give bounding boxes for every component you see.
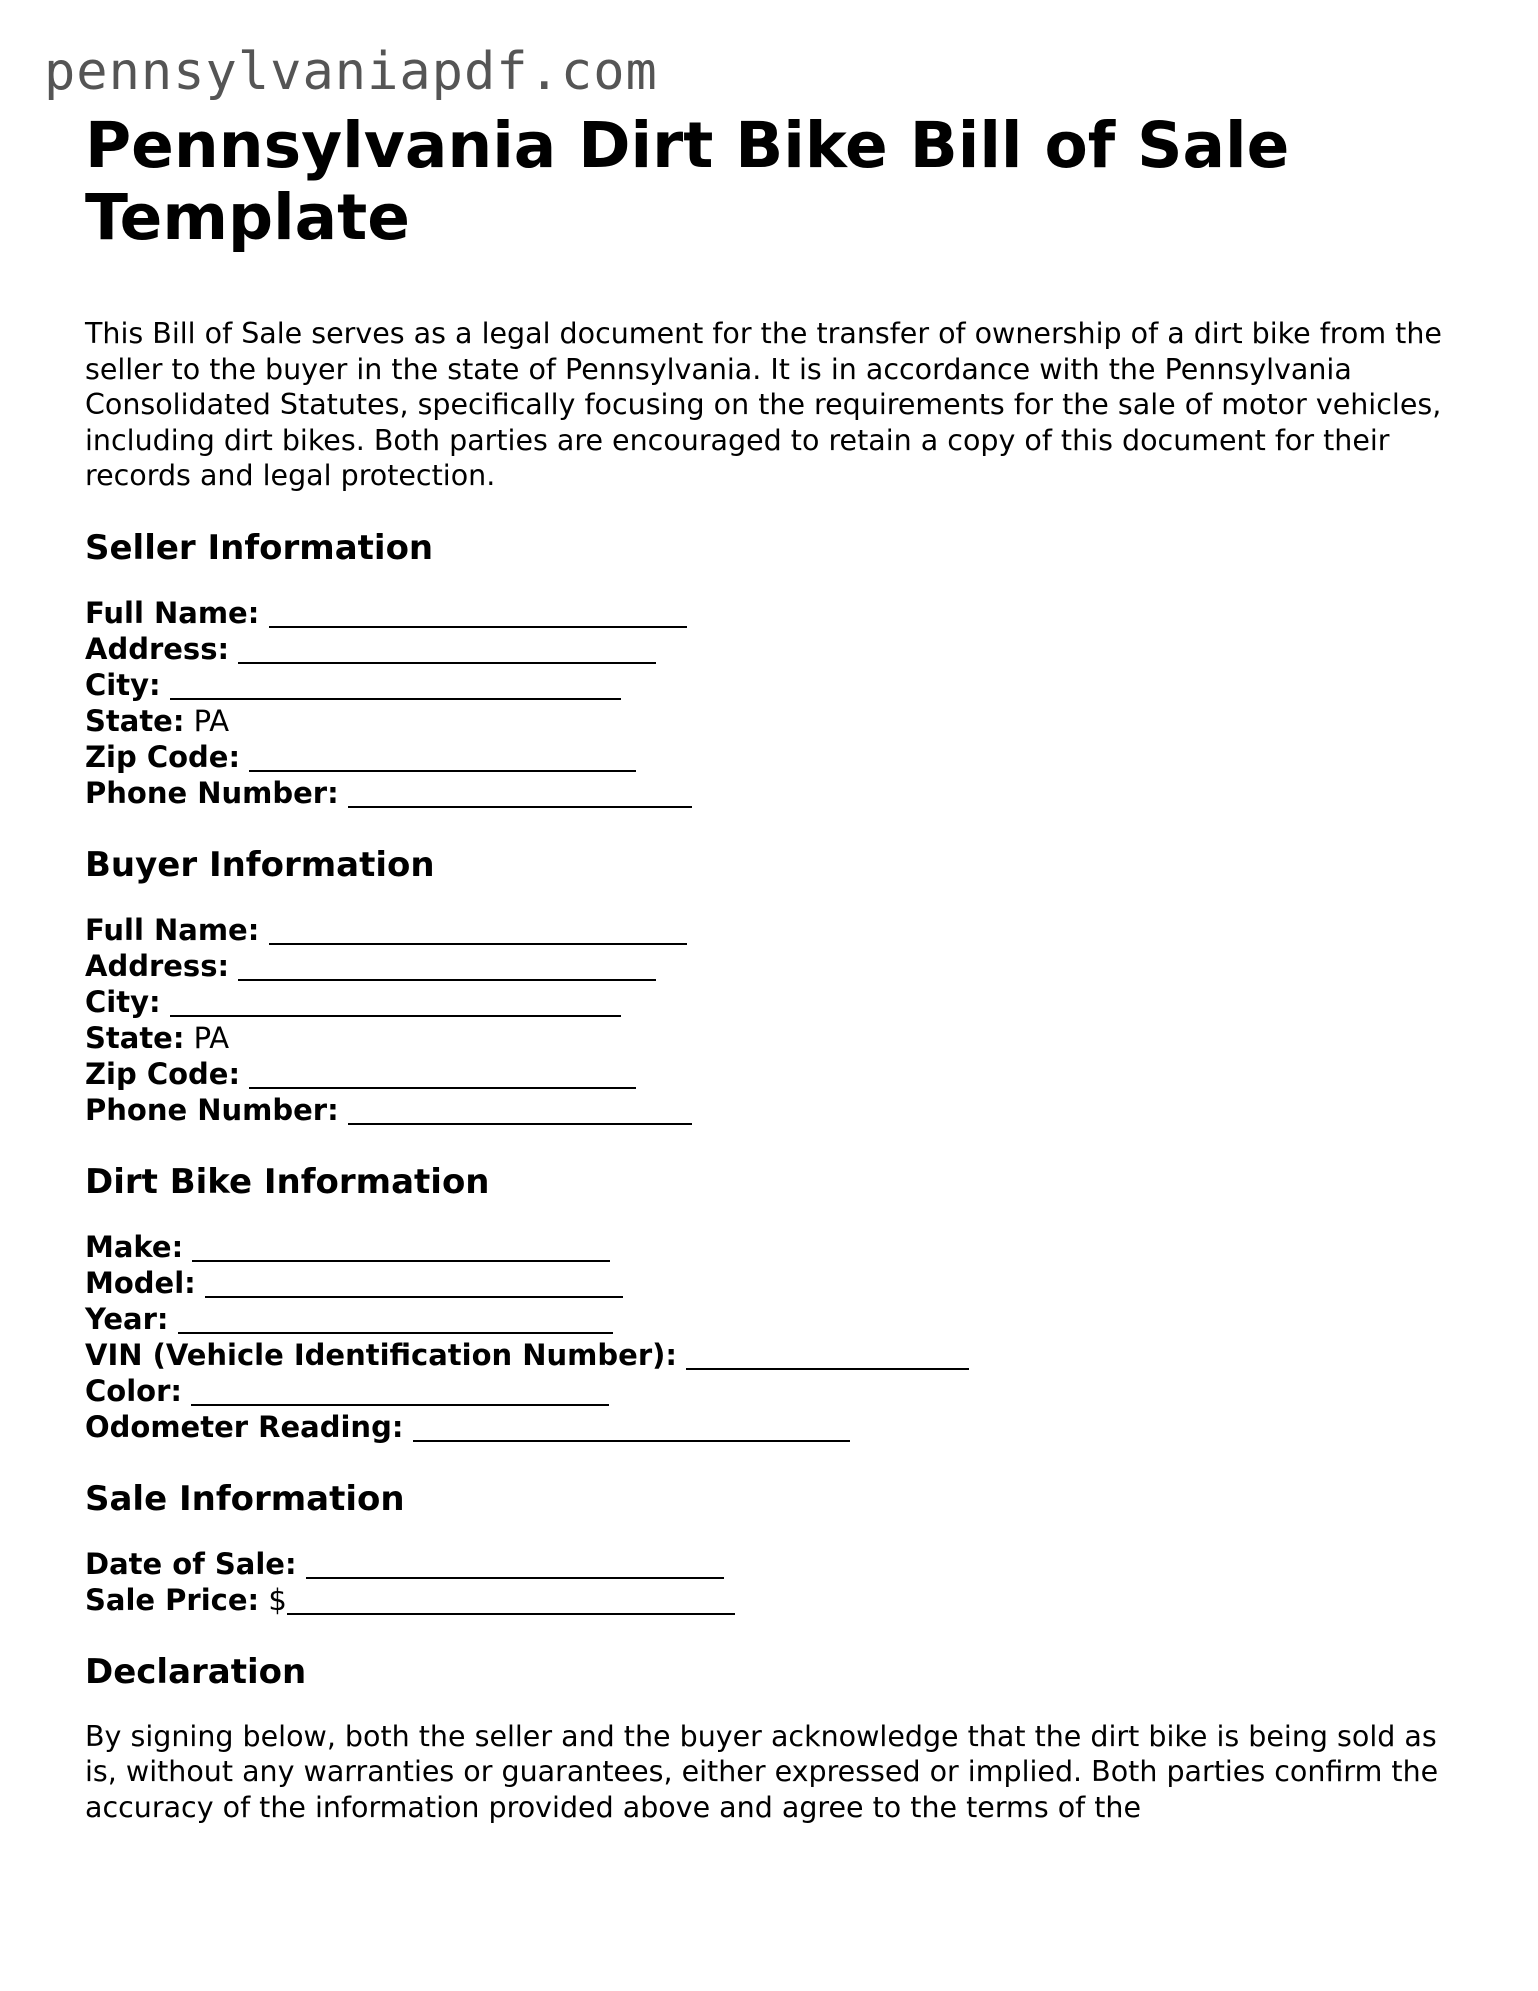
declaration-section xyxy=(85,1652,1465,1826)
watermark: pennsylvaniapdf.com xyxy=(44,42,658,102)
sale-date-label: Date of Sale: xyxy=(85,1546,297,1581)
bike-make-field xyxy=(85,1229,1465,1265)
intro-paragraph: This Bill of Sale serves as a legal document for the transfer of ownership of a dirt bike from the seller to the buyer in the state of Pennsylvania. It is in accordance with the Pennsylvania Consolidated Statutes, specifically focusing on the requirements for the sale of motor vehicles, including dirt bikes. Both parties are encouraged to retain a copy of this document for their records and legal protection. xyxy=(85,317,1442,492)
bike-make-label: Make: xyxy=(85,1229,184,1264)
seller-heading: Seller Information xyxy=(85,527,434,568)
seller-state-value: PA xyxy=(193,703,230,738)
seller-full-name-field xyxy=(85,595,1465,631)
buyer-state-value: PA xyxy=(193,1020,230,1055)
seller-fields xyxy=(85,595,1465,811)
seller-state-label: State: xyxy=(85,703,185,738)
seller-full-name-label: Full Name: xyxy=(85,595,260,630)
sale-fields xyxy=(85,1546,1465,1618)
buyer-state-field xyxy=(85,1020,1465,1056)
sale-price-field xyxy=(85,1582,1465,1618)
buyer-city-label: City: xyxy=(85,984,161,1019)
buyer-phone-field xyxy=(85,1092,1465,1128)
document-body xyxy=(85,110,1465,1825)
sale-heading: Sale Information xyxy=(85,1478,405,1519)
seller-phone-blank[interactable] xyxy=(348,786,692,808)
sale-date-field xyxy=(85,1546,1465,1582)
bike-model-blank[interactable] xyxy=(205,1276,623,1298)
bike-fields xyxy=(85,1229,1465,1445)
seller-city-blank[interactable] xyxy=(170,678,621,700)
sale-date-blank[interactable] xyxy=(306,1557,724,1579)
buyer-state-label: State: xyxy=(85,1020,185,1055)
seller-address-label: Address: xyxy=(85,631,230,666)
bike-heading: Dirt Bike Information xyxy=(85,1161,490,1202)
buyer-address-field xyxy=(85,948,1465,984)
seller-city-label: City: xyxy=(85,667,161,702)
bike-model-field xyxy=(85,1265,1465,1301)
bike-vin-blank[interactable] xyxy=(686,1348,969,1370)
seller-section xyxy=(85,528,1465,811)
buyer-zip-field xyxy=(85,1056,1465,1092)
bike-year-label: Year: xyxy=(85,1301,169,1336)
buyer-heading: Buyer Information xyxy=(85,844,435,885)
bike-make-blank[interactable] xyxy=(192,1240,610,1262)
buyer-section xyxy=(85,845,1465,1128)
buyer-address-label: Address: xyxy=(85,948,230,983)
seller-phone-field xyxy=(85,775,1465,811)
declaration-heading: Declaration xyxy=(85,1651,307,1692)
buyer-phone-blank[interactable] xyxy=(348,1103,692,1125)
buyer-city-blank[interactable] xyxy=(170,995,621,1017)
buyer-city-field xyxy=(85,984,1465,1020)
sale-price-label: Sale Price: xyxy=(85,1582,260,1617)
seller-state-field xyxy=(85,703,1465,739)
seller-address-field xyxy=(85,631,1465,667)
bike-year-blank[interactable] xyxy=(178,1312,613,1334)
buyer-phone-label: Phone Number: xyxy=(85,1092,339,1127)
seller-full-name-blank[interactable] xyxy=(269,606,687,628)
seller-zip-field xyxy=(85,739,1465,775)
buyer-fields xyxy=(85,912,1465,1128)
bike-color-field xyxy=(85,1373,1465,1409)
bike-vin-field xyxy=(85,1337,1465,1373)
document-title: Pennsylvania Dirt Bike Bill of Sale Template xyxy=(85,109,1290,254)
buyer-zip-blank[interactable] xyxy=(249,1067,636,1089)
buyer-address-blank[interactable] xyxy=(238,959,656,981)
sale-price-currency: $ xyxy=(268,1582,287,1617)
bike-section xyxy=(85,1162,1465,1445)
buyer-full-name-field xyxy=(85,912,1465,948)
bike-model-label: Model: xyxy=(85,1265,196,1300)
buyer-full-name-blank[interactable] xyxy=(269,923,687,945)
bike-color-label: Color: xyxy=(85,1373,182,1408)
bike-odometer-label: Odometer Reading: xyxy=(85,1409,404,1444)
declaration-text: By signing below, both the seller and the buyer acknowledge that the dirt bike is being sold as is, without any warranties or guarantees, either expressed or implied. Both parties confirm the accuracy of the information provided above and agree to the terms of the xyxy=(85,1719,1439,1824)
seller-city-field xyxy=(85,667,1465,703)
sale-section xyxy=(85,1479,1465,1618)
seller-zip-blank[interactable] xyxy=(249,750,636,772)
bike-odometer-field xyxy=(85,1409,1465,1445)
seller-address-blank[interactable] xyxy=(238,642,656,664)
sale-price-blank[interactable] xyxy=(287,1593,735,1615)
buyer-full-name-label: Full Name: xyxy=(85,912,260,947)
bike-color-blank[interactable] xyxy=(191,1384,609,1406)
seller-phone-label: Phone Number: xyxy=(85,775,339,810)
bike-year-field xyxy=(85,1301,1465,1337)
bike-odometer-blank[interactable] xyxy=(413,1420,850,1442)
seller-zip-label: Zip Code: xyxy=(85,739,241,774)
buyer-zip-label: Zip Code: xyxy=(85,1056,241,1091)
bike-vin-label: VIN (Vehicle Identification Number): xyxy=(85,1337,677,1372)
